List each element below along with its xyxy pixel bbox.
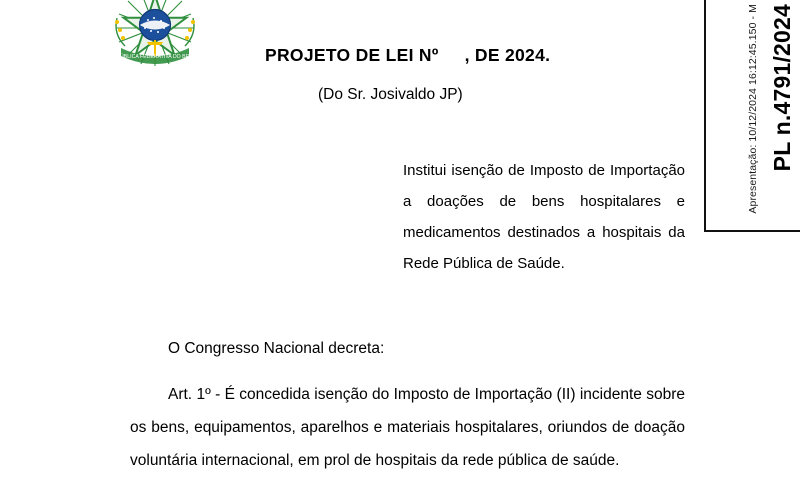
page-title — [265, 45, 550, 66]
enacting-clause: O Congresso Nacional decreta: — [168, 340, 385, 357]
protocol-stamp-label: PL n.4791/2024 — [769, 4, 795, 172]
protocol-stamp-meta: Apresentação: 10/12/2024 16:12:45.150 - M — [746, 4, 759, 214]
article-1: Art. 1º - É concedida isenção do Imposto de Importação (II) incidente sobre os bens, equipamentos, aparelhos e materiais hospitalares, oriundos de doação voluntária internacional, em prol de hospitais da rede pública de saúde. — [130, 386, 685, 469]
ementa-text: Institui isenção de Imposto de Importação a doações de bens hospitalares e medicamentos destinados a hospitais da Rede Pública de Saúde. — [403, 162, 685, 272]
protocol-stamp — [704, 0, 800, 232]
svg-text:REPÚBLICA FEDERATIVA DO BRASIL: REPÚBLICA FEDERATIVA DO BRASIL — [109, 54, 201, 60]
brazil-coat-of-arms-icon — [95, 0, 215, 76]
protocol-stamp-inner — [706, 0, 800, 230]
document-author: (Do Sr. Josivaldo JP) — [318, 86, 463, 103]
document-body — [130, 332, 685, 477]
page-title-text: PROJETO DE LEI Nº — [265, 45, 439, 65]
page-title-suffix: , DE 2024. — [464, 45, 551, 65]
document-ementa — [403, 155, 685, 279]
